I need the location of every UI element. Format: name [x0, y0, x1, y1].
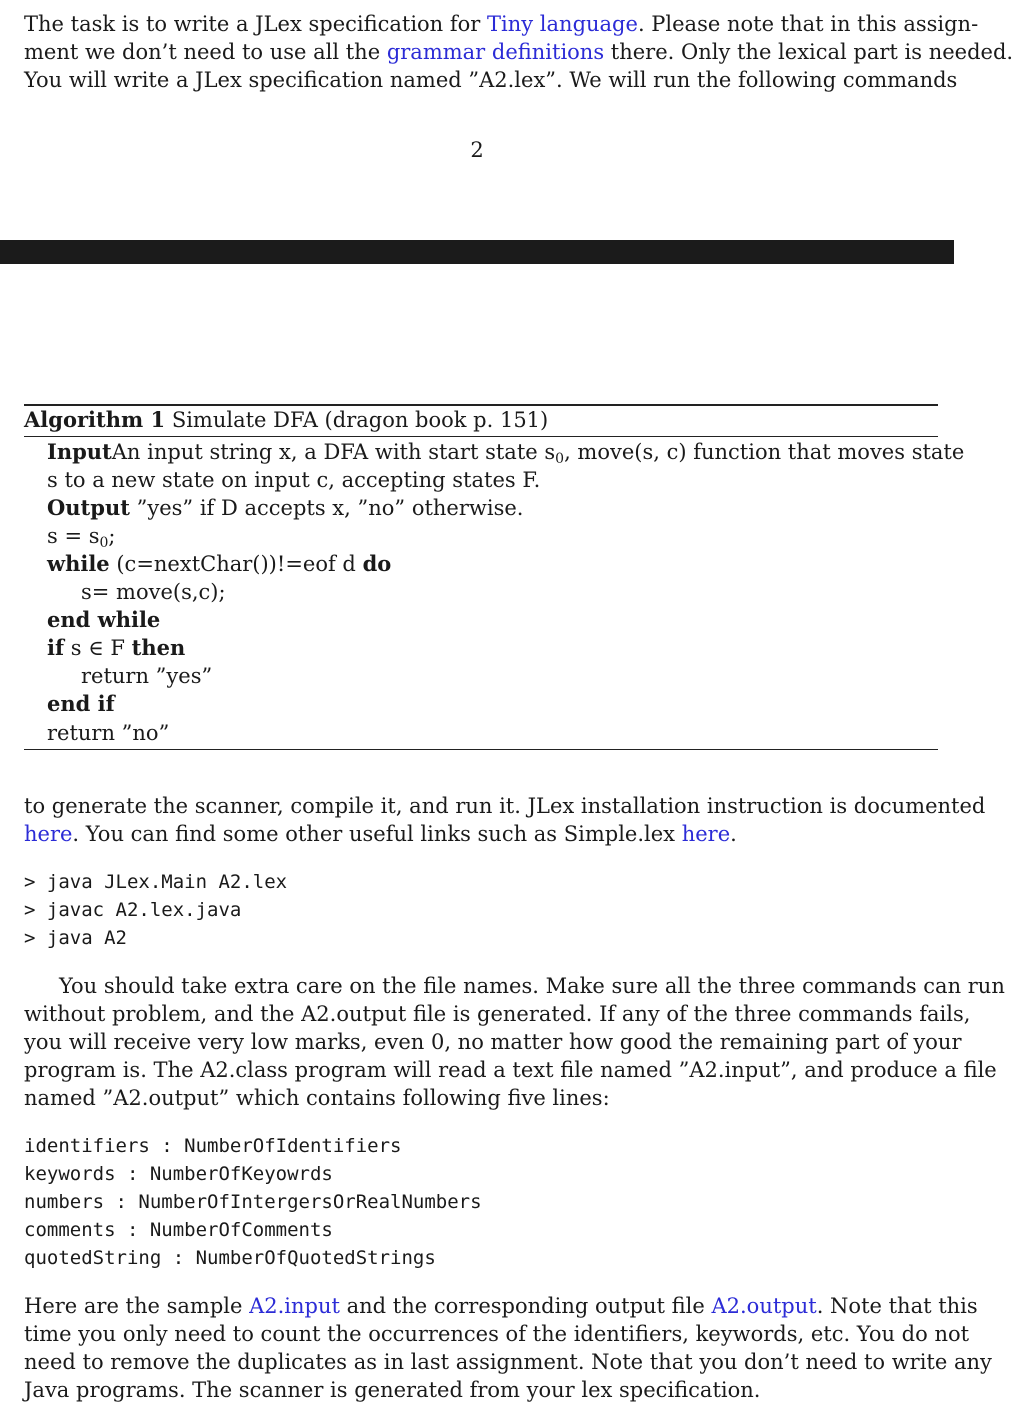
care-line-2: without problem, and the A2.output file is generated. If any of the three commands fails,	[24, 1002, 971, 1026]
algorithm-caption: Algorithm 1 Simulate DFA (dragon book p. 151)	[24, 407, 549, 432]
care-line-4: program is. The A2.class program will read a text file named ”A2.input”, and produce a file	[24, 1058, 997, 1082]
algorithm-move-line: s= move(s,c);	[81, 580, 226, 604]
intro-line-1: The task is to write a JLex specification for Tiny language. Please note that in this assign-	[24, 12, 979, 36]
algorithm-return-yes-line: return ”yes”	[81, 664, 213, 688]
a2-output-link[interactable]: A2.output	[711, 1294, 817, 1318]
algorithm-while-line: while (c=nextChar())!=eof d do	[47, 551, 392, 576]
closing-line-4: Java programs. The scanner is generated from your lex specification.	[24, 1378, 761, 1402]
page-separator-band	[0, 240, 954, 264]
care-line-5: named ”A2.output” which contains following five lines:	[24, 1086, 610, 1110]
algorithm-return-no-line: return ”no”	[47, 721, 170, 745]
intro-line-2: ment we don’t need to use all the grammar definitions there. Only the lexical part is needed.	[24, 40, 1013, 64]
algorithm-bottom-rule	[24, 749, 938, 750]
after-algo-line-2: here. You can find some other useful links such as Simple.lex here.	[24, 822, 737, 846]
tiny-language-link[interactable]: Tiny language	[487, 12, 638, 36]
algorithm-end-while-line: end while	[47, 607, 161, 632]
intro-paragraph	[24, 10, 1013, 94]
closing-line-3: need to remove the duplicates as in last assignment. Note that you don’t need to write any	[24, 1350, 992, 1374]
jlex-install-link[interactable]: here	[24, 822, 73, 846]
algorithm-input-line: Input An input string x, a DFA with start state $s_0$, move(s, c) function that moves state	[47, 439, 965, 467]
algorithm-assign-line: $s = s_0$;	[47, 524, 116, 551]
command-line: > java A2	[24, 927, 127, 949]
command-line: > java JLex.Main A2.lex	[24, 871, 288, 893]
a2-input-link[interactable]: A2.input	[249, 1294, 340, 1318]
output-listing-line: comments : NumberOfComments	[24, 1219, 333, 1241]
output-listing-line: identifiers : NumberOfIdentifiers	[24, 1135, 402, 1157]
output-listing-line: quotedString : NumberOfQuotedStrings	[24, 1247, 436, 1269]
care-paragraph	[24, 972, 1005, 1112]
command-line: > javac A2.lex.java	[24, 899, 242, 921]
page-number: 2	[470, 138, 484, 162]
algorithm-if-line: if s ∈ F then	[47, 635, 186, 660]
algorithm-output-line: Output ”yes” if D accepts x, ”no” otherwise.	[47, 495, 524, 520]
algorithm-caption-rule	[24, 436, 938, 437]
grammar-definitions-link[interactable]: grammar definitions	[386, 40, 605, 64]
algorithm-end-if-line: end if	[47, 691, 115, 716]
after-algorithm-paragraph	[24, 792, 986, 848]
care-line-1: You should take extra care on the file names. Make sure all the three commands can run	[59, 974, 1005, 998]
output-listing-line: numbers : NumberOfIntergersOrRealNumbers	[24, 1191, 482, 1213]
closing-line-1: Here are the sample A2.input and the corresponding output file A2.output. Note that this	[24, 1294, 978, 1318]
care-line-3: you will receive very low marks, even 0, no matter how good the remaining part of your	[24, 1030, 962, 1054]
closing-paragraph	[24, 1292, 992, 1404]
after-algo-line-1: to generate the scanner, compile it, and run it. JLex installation instruction is documented	[24, 794, 986, 818]
useful-links-link[interactable]: here	[681, 822, 731, 846]
closing-line-2: time you only need to count the occurrences of the identifiers, keywords, etc. You do not	[24, 1322, 970, 1346]
algorithm-input-line-2: s to a new state on input c, accepting states F.	[47, 468, 541, 492]
intro-line-3: You will write a JLex specification named ”A2.lex”. We will run the following commands	[24, 68, 958, 92]
output-listing-line: keywords : NumberOfKeyowrds	[24, 1163, 333, 1185]
